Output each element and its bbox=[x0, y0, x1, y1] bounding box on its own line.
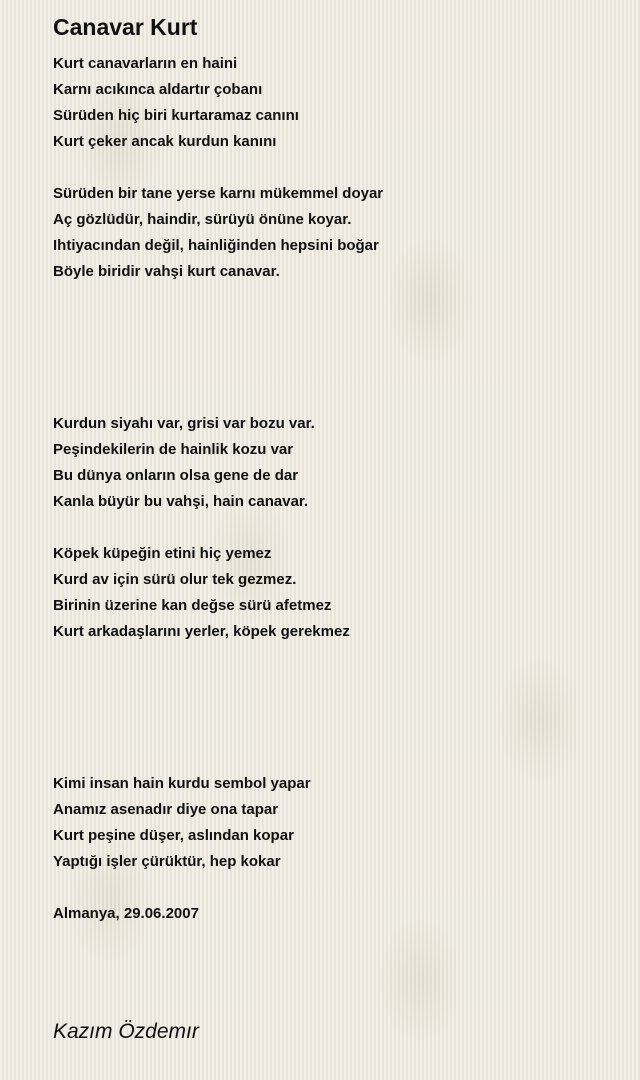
poem-line: Kurt çeker ancak kurdun kanını bbox=[53, 133, 277, 150]
poem-author: Kazım Özdemır bbox=[53, 1020, 199, 1043]
poem-title: Canavar Kurt bbox=[53, 14, 198, 40]
poem-line: Peşindekilerin de hainlik kozu var bbox=[53, 441, 294, 458]
poem-line: Kanla büyür bu vahşi, hain canavar. bbox=[53, 493, 309, 510]
poem-line: Kurdun siyahı var, grisi var bozu var. bbox=[53, 415, 315, 432]
poem-line: Sürüden bir tane yerse karnı mükemmel doyar bbox=[53, 185, 384, 202]
poem-line: Kurt arkadaşlarını yerler, köpek gerekmez bbox=[53, 623, 350, 640]
poem-line: Kimi insan hain kurdu sembol yapar bbox=[53, 775, 311, 792]
poem-line: Kurt canavarların en haini bbox=[53, 55, 238, 72]
poem-line: Birinin üzerine kan değse sürü afetmez bbox=[53, 597, 332, 614]
poem-line: Bu dünya onların olsa gene de dar bbox=[53, 467, 299, 484]
poem-line: Aç gözlüdür, haindir, sürüyü önüne koyar. bbox=[53, 211, 352, 228]
poem-line: Kurt peşine düşer, aslından kopar bbox=[53, 827, 294, 844]
poem-line: Böyle biridir vahşi kurt canavar. bbox=[53, 263, 280, 280]
poem-signoff: Almanya, 29.06.2007 bbox=[53, 905, 199, 922]
poem-line: Ihtiyacından değil, hainliğinden hepsini boğar bbox=[53, 237, 379, 254]
poem-line: Anamız asenadır diye ona tapar bbox=[53, 801, 279, 818]
poem-line: Köpek küpeğin etini hiç yemez bbox=[53, 545, 272, 562]
poem-line: Sürüden hiç biri kurtaramaz canını bbox=[53, 107, 299, 124]
poem-line: Kurd av için sürü olur tek gezmez. bbox=[53, 571, 297, 588]
poem-line: Karnı acıkınca aldartır çobanı bbox=[53, 81, 263, 98]
poem-line: Yaptığı işler çürüktür, hep kokar bbox=[53, 853, 281, 870]
